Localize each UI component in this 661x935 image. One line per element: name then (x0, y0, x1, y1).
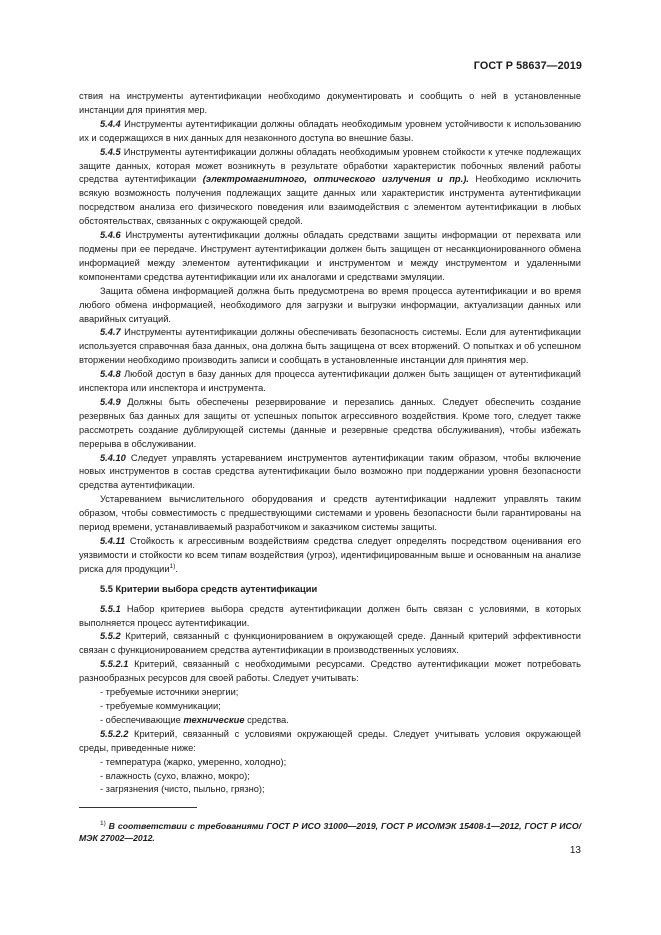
clause-number: 5.4.11 (100, 536, 126, 546)
footnote-reference: 1) (169, 562, 176, 570)
list-item-text: - обеспечивающие (100, 714, 184, 725)
body-text (79, 90, 581, 797)
clause-5-4-4 (79, 118, 581, 146)
section-title-5-5: 5.5 Критерии выбора средств аутентификации (100, 583, 318, 594)
clause-text: Критерий, связанный с необходимыми ресурсами. Средство аутентификации может потребовать разнообразных ресурсов для своей работы. Следует учитывать: (79, 659, 581, 684)
paragraph-exchange-protection: Защита обмена информацией должна быть предусмотрена во время процесса аутентификации и во время любого обмена информацией, необходимого для загрузки и выгрузки информации, актуализации данных или аварийных ситуаций. (79, 285, 581, 324)
clause-number: 5.4.8 (100, 369, 121, 380)
clause-number: 5.5.2 (100, 631, 121, 642)
clause-number: 5.4.9 (100, 396, 121, 407)
paragraph-obsolescence: Устареванием вычислительного оборудования и средств аутентификации надлежит управлять таким образом, чтобы совместимость с предшествующими системами и уровень безопасности были гарантированы на период времени, устанавливаемый разработчиком и заказчиком системы защиты. (79, 494, 581, 533)
clause-text: Инструменты аутентификации должны обладать необходимым уровнем устойчивости к использованию их и содержащихся в них данных для незаконного доступа во внешние базы. (79, 118, 581, 143)
clause-text: Следует управлять устареванием инструментов аутентификации таким образом, чтобы включение новых инструментов в состав средства аутентификации было возможно при поддержании уровня безопасности средства аутентификации. (79, 452, 581, 491)
clause-number: 5.5.2.1 (100, 659, 129, 670)
clause-5-4-9 (79, 396, 581, 452)
clause-5-5-2-1 (79, 658, 581, 686)
document-id-header: ГОСТ Р 58637—2019 (473, 60, 582, 72)
clause-number: 5.4.5 (100, 146, 121, 157)
clause-text: Необходимо исключить всякую возможность получения подлежащих защите данных или характеристик инструмента аутентификации посредством анализа его физического поведения или взаимодействия с элементом аутентификации в любых обстоятельствах, связанных с окружающей средой. (79, 174, 581, 227)
clause-5-4-5 (79, 146, 581, 229)
clause-5-5-2-2 (79, 728, 581, 756)
clause-5-4-6 (79, 229, 581, 285)
clause-text: Критерий, связанный с условиями окружающей среды. Следует учитывать условия окружающей среды, приведенные ниже: (79, 728, 581, 753)
list-item (79, 714, 581, 728)
clause-text: Любой доступ в базу данных для процесса аутентификации должен быть защищен от аутентификаций инспектора или инспектора и инструмента. (79, 369, 581, 394)
page-number: 13 (569, 845, 581, 856)
clause-text: Стойкость к агрессивным воздействиям средства следует определять посредством оценивания его уязвимости и стойкости ко всем типам воздействия (угроз), идентифицированным выше и основанным на анализе риска для продукции (79, 536, 581, 574)
clause-text: Инструменты аутентификации должны обладать средствами защиты информации от перехвата или подмены при ее передаче. Инструмент аутентификации должен быть защищен от несанкционированного обмена информацией между элементом аутентификации и инструментом и между инструментом и удаленными компонентами средства аутентификации или их аналогами и средствами эмуляции. (79, 230, 581, 282)
paragraph-continuation: ствия на инструменты аутентификации необходимо документировать и сообщить о ней в установленные инстанции для принятия мер. (79, 91, 581, 115)
clause-5-4-8 (79, 368, 581, 396)
clause-5-5-1 (79, 603, 581, 631)
clause-text: Набор критериев выбора средств аутентификации должен быть связан с условиями, в которых выполняется процесс аутентификации. (79, 603, 581, 628)
footnote-marker: 1) (100, 819, 106, 827)
clause-5-4-10 (79, 452, 581, 494)
footnote (79, 820, 581, 845)
clause-5-5-2 (79, 630, 581, 658)
list-item: - требуемые источники энергии; (100, 687, 239, 698)
clause-number: 5.4.10 (100, 452, 126, 463)
clause-text-end: . (175, 563, 178, 574)
clause-5-4-11 (79, 535, 581, 577)
clause-emphasis: (электромагнитного, оптического излучения и пр.). (202, 174, 469, 185)
list-item: - влажность (сухо, влажно, мокро); (100, 770, 250, 781)
clause-text: Критерий, связанный с функционированием в окружающей среде. Данный критерий эффективности связан с функционированием средства аутентификации в производственных условиях. (79, 631, 581, 656)
list-item: - загрязнения (чисто, пыльно, грязно); (100, 784, 265, 795)
clause-text: Должны быть обеспечены резервирование и перезапись данных. Следует обеспечить создание резервных баз данных для защиты от успешных попыток агрессивного воздействия. Кроме того, следует также рассмотреть создание дублирующей системы (данные и резервные средства обслуживания), чтобы избежать перерыва в обслуживании. (79, 396, 581, 449)
footnote-divider (79, 807, 197, 808)
clause-number: 5.4.6 (100, 230, 121, 241)
list-item-emphasis: технические (183, 714, 245, 725)
clause-number: 5.5.2.2 (100, 728, 129, 739)
list-item: - требуемые коммуникации; (100, 700, 221, 711)
clause-text: Инструменты аутентификации должны обладать необходимым уровнем стойкости к утечке подлежащих защите данных, которая может возникнуть в результате обработки характеристик побочных явлений работы средства аутентификации (79, 146, 581, 185)
footnote-text: В соответствии с требованиями ГОСТ Р ИСО 31000—2019, ГОСТ Р ИСО/МЭК 15408-1—2012, ГОСТ Р ИСО/МЭК 27002—2012. (79, 820, 581, 844)
clause-number: 5.5.1 (100, 603, 121, 614)
clause-text: Инструменты аутентификации должны обеспечивать безопасность системы. Если для аутентификации используется справочная база данных, она должна быть защищена от всех вторжений. О попытках и об успешном вторжении необходимо производить записи и сообщать в установленные инстанции для принятия мер. (79, 327, 581, 366)
clause-5-4-7 (79, 326, 581, 368)
list-item-text: средства. (244, 714, 289, 725)
clause-number: 5.4.4 (100, 118, 121, 129)
list-item: - температура (жарко, умеренно, холодно); (100, 756, 287, 767)
clause-number: 5.4.7 (100, 327, 121, 338)
